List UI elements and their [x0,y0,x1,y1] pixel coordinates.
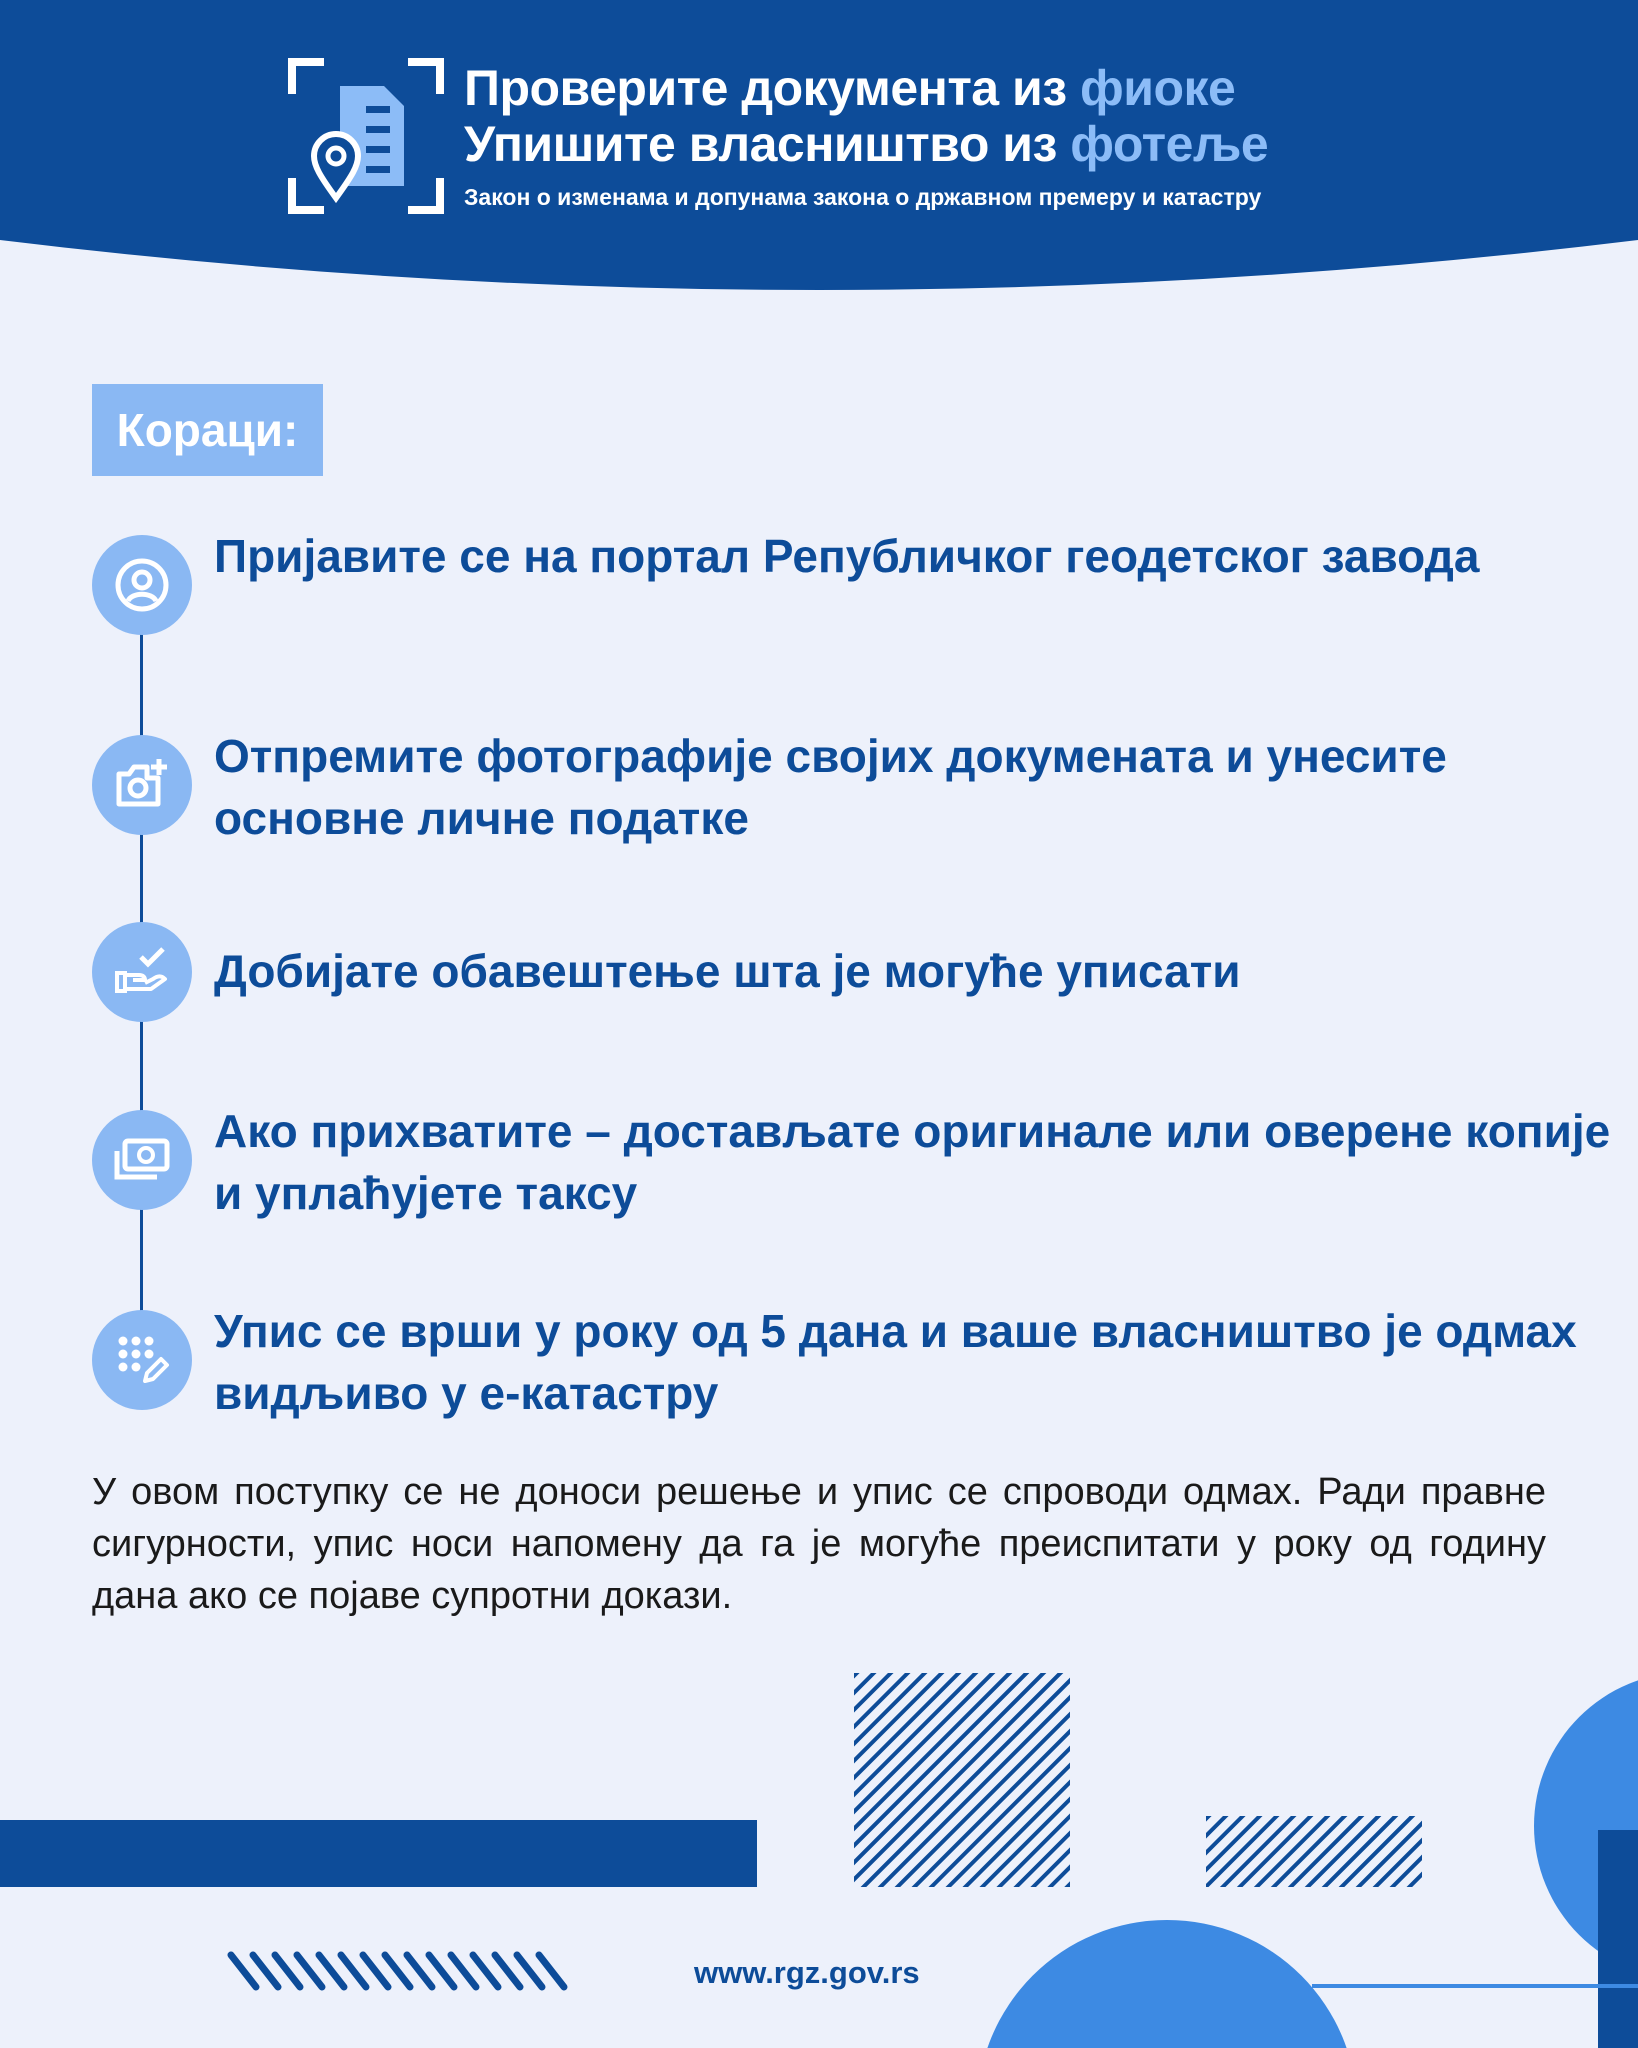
law-subtitle: Закон о изменама и допунама закона о државном премеру и катастру [464,184,1262,210]
step-2-text: Отпремите фотографије својих докумената и унесите основне личне податке [214,730,1447,844]
title-highlight-2: фотеље [1070,116,1269,172]
step-5-text: Упис се врши у року од 5 дана и ваше власништво је одмах видљиво у е-катастру [214,1305,1577,1419]
step-1-text: Пријавите се на портал Републичког геодетског завода [214,530,1480,582]
procedure-note: У овом поступку се не доноси решење и упис се спроводи одмах. Ради правне сигурности, упис носи напомену да га је могуће преиспитати у року од годину дана ако се појаве супротни докази. [92,1471,1546,1617]
title-line-1: Проверите документа из фиоке [464,60,1236,116]
title-line-2: Упишите власништво из фотеље [464,116,1269,172]
title-highlight-1: фиоке [1080,60,1236,116]
steps-heading: Кораци: [92,384,323,476]
step-3-text: Добијате обавештење шта је могуће уписати [214,945,1241,997]
step-4-text: Ако прихватите – достављате оригинале или оверене копије и уплаћујете таксу [214,1105,1611,1219]
website-link[interactable]: www.rgz.gov.rs [694,1955,920,1990]
